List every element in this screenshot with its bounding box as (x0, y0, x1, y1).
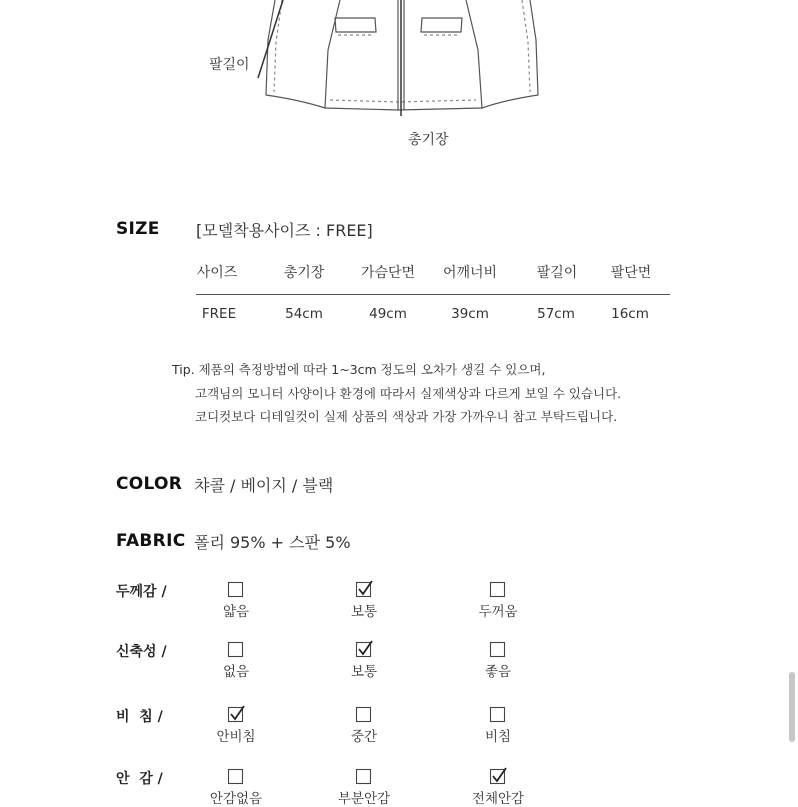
rating-option (314, 580, 414, 620)
rating-label: 두께감 / (116, 584, 167, 600)
size-table-divider (196, 294, 670, 295)
tip-line: 고객님의 모니터 사양이나 환경에 따라서 실제색상과 다르게 보일 수 있습니다. (195, 386, 622, 401)
rating-option-label: 두꺼움 (478, 604, 518, 620)
rating-option-label: 부분안감 (337, 791, 391, 807)
checkbox-icon (489, 580, 507, 598)
rating-label: 안 감 / (116, 771, 163, 787)
rating-option (186, 767, 286, 807)
rating-option-label: 안비침 (216, 729, 256, 745)
rating-option (448, 767, 548, 807)
rating-option-label: 비침 (484, 729, 512, 745)
rating-option-label: 전체안감 (471, 791, 525, 807)
rating-option (448, 640, 548, 680)
checkbox-icon (227, 640, 245, 658)
rating-option-label: 안감없음 (209, 791, 263, 807)
jacket-illustration (0, 0, 798, 150)
rating-option (314, 640, 414, 680)
size-section-label: SIZE (116, 219, 160, 239)
color-value: 챠콜 / 베이지 / 블랙 (194, 476, 334, 495)
rating-option-label: 중간 (350, 729, 378, 745)
checkbox-icon (355, 767, 373, 785)
checkbox-icon (227, 767, 245, 785)
size-header: 가슴단면 (360, 265, 416, 281)
size-header: 총기장 (283, 265, 325, 281)
size-header: 사이즈 (196, 265, 238, 281)
checked-checkbox-icon (489, 767, 507, 785)
rating-option (186, 640, 286, 680)
tip-line: 코디컷보다 디테일컷이 실제 상품의 색상과 가장 가까우니 참고 부탁드립니다. (195, 409, 618, 424)
rating-option-label: 없음 (222, 664, 250, 680)
checked-checkbox-icon (355, 580, 373, 598)
sleeve-length-label: 팔길이 (209, 57, 250, 73)
color-section-label: COLOR (116, 474, 183, 494)
size-cell: 16cm (611, 306, 649, 322)
size-cell: 49cm (369, 306, 407, 322)
scrollbar-thumb[interactable] (789, 672, 795, 742)
rating-option-label: 얇음 (222, 604, 250, 620)
fabric-value: 폴리 95% + 스판 5% (194, 533, 351, 552)
rating-option (314, 767, 414, 807)
checkbox-icon (227, 580, 245, 598)
size-cell: 39cm (451, 306, 489, 322)
tip-line: Tip. 제품의 측정방법에 따라 1~3cm 정도의 오차가 생길 수 있으며, (172, 362, 546, 377)
size-header: 팔길이 (536, 265, 578, 281)
model-size-note: [모델착용사이즈 : FREE] (196, 221, 373, 240)
size-cell: 57cm (537, 306, 575, 322)
rating-option (448, 705, 548, 745)
rating-option-label: 보통 (350, 664, 378, 680)
size-cell: 54cm (285, 306, 323, 322)
fabric-section-label: FABRIC (116, 531, 186, 551)
checkbox-icon (355, 705, 373, 723)
size-cell: FREE (201, 306, 237, 322)
rating-label: 비 침 / (116, 709, 163, 725)
checkbox-icon (489, 705, 507, 723)
total-length-label: 총기장 (408, 132, 449, 148)
rating-option (314, 705, 414, 745)
rating-option (448, 580, 548, 620)
rating-label: 신축성 / (116, 644, 167, 660)
size-header: 어깨너비 (442, 265, 498, 281)
checked-checkbox-icon (227, 705, 245, 723)
rating-option-label: 좋음 (484, 664, 512, 680)
rating-option (186, 705, 286, 745)
checked-checkbox-icon (355, 640, 373, 658)
rating-option-label: 보통 (350, 604, 378, 620)
checkbox-icon (489, 640, 507, 658)
size-header: 팔단면 (610, 265, 652, 281)
rating-option (186, 580, 286, 620)
